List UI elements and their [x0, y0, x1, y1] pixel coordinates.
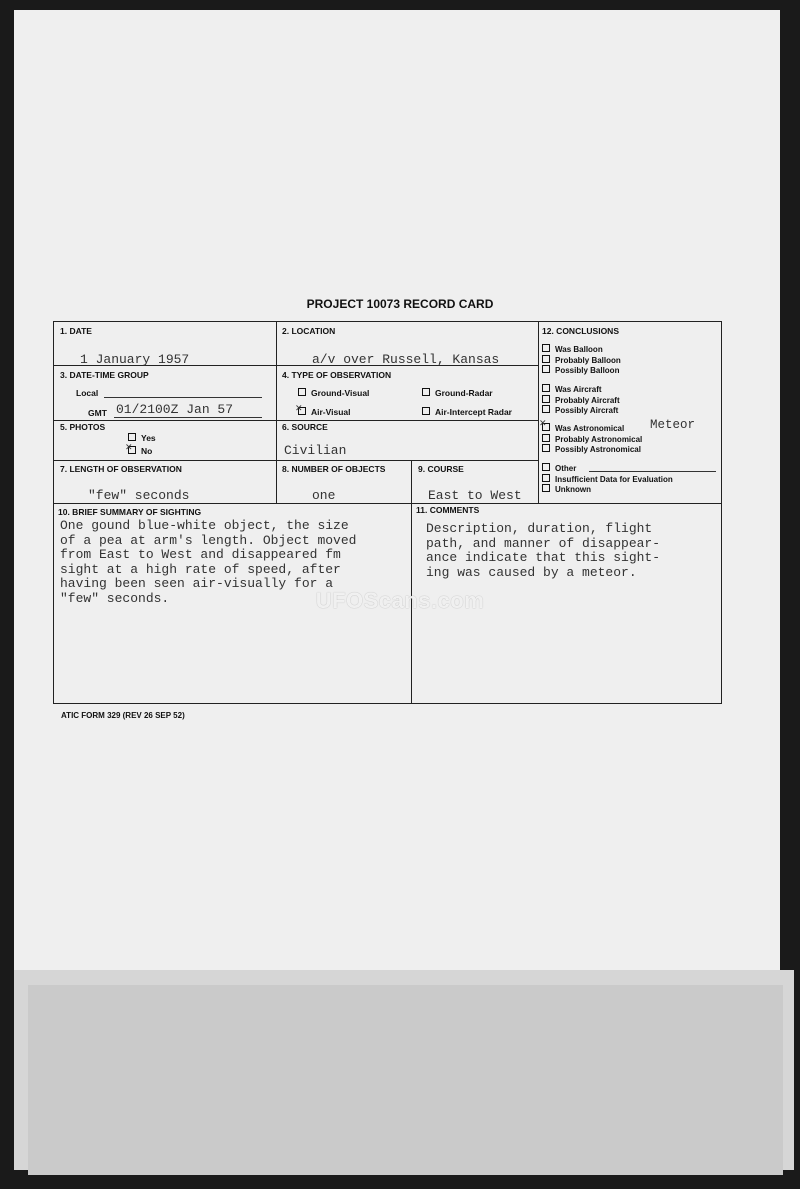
- option-label: Possibly Aircraft: [555, 406, 619, 415]
- option-label: Probably Balloon: [555, 355, 621, 365]
- conclusion-option: [542, 474, 673, 485]
- summary-line: having been seen air-visually for a: [60, 576, 334, 592]
- card-title: PROJECT 10073 RECORD CARD: [306, 297, 494, 311]
- divider: [54, 460, 538, 461]
- checked-box-icon: [298, 407, 306, 415]
- gmt-label: GMT: [88, 408, 107, 418]
- location-label: 2. LOCATION: [282, 326, 336, 336]
- astronomical-group: [542, 423, 642, 455]
- summary-line: of a pea at arm's length. Object moved: [60, 532, 357, 548]
- option-label: Possibly Astronomical: [555, 445, 641, 454]
- comment-line: path, and manner of disappear-: [426, 535, 661, 551]
- date-label: 1. DATE: [60, 326, 92, 336]
- option-label: Was Balloon: [555, 345, 603, 354]
- location-value: a/v over Russell, Kansas: [312, 352, 500, 367]
- record-card: [53, 321, 722, 704]
- conclusion-option: [542, 434, 642, 445]
- conclusion-option: [542, 484, 673, 495]
- option-label: Air-Intercept Radar: [435, 407, 512, 417]
- conclusion-annotation: Meteor: [650, 418, 696, 432]
- comment-line: ing was caused by a meteor.: [426, 564, 637, 580]
- form-id: ATIC FORM 329 (REV 26 SEP 52): [61, 711, 185, 720]
- checkbox-icon: [298, 388, 306, 396]
- option-label: Unknown: [555, 485, 591, 494]
- checkbox-icon: [542, 474, 550, 482]
- aircraft-group: [542, 384, 620, 416]
- local-underline: [104, 397, 262, 398]
- date-time-group-label: 3. DATE-TIME GROUP: [60, 370, 149, 380]
- divider: [538, 322, 539, 503]
- comment-line: ance indicate that this sight-: [426, 550, 661, 566]
- ground-radar-option: [422, 388, 493, 398]
- balloon-group: [542, 344, 621, 376]
- option-label: Air-Visual: [311, 407, 351, 417]
- number-of-objects-value: one: [312, 488, 336, 503]
- option-label: Ground-Radar: [435, 388, 493, 398]
- course-label: 9. COURSE: [418, 464, 464, 474]
- option-label: Ground-Visual: [311, 388, 370, 398]
- summary-line: sight at a high rate of speed, after: [60, 561, 341, 577]
- summary-line: One gound blue-white object, the size: [60, 518, 349, 533]
- divider: [276, 322, 277, 503]
- checkbox-icon: [542, 463, 550, 471]
- divider: [411, 460, 412, 703]
- option-label: No: [141, 446, 153, 456]
- number-of-objects-label: 8. NUMBER OF OBJECTS: [282, 464, 386, 474]
- checkbox-icon: [542, 434, 550, 442]
- other-underline: [589, 471, 716, 472]
- comment-line: Description, duration, flight: [426, 521, 653, 536]
- conclusion-option: [542, 344, 621, 355]
- conclusion-option: [542, 365, 621, 376]
- checkbox-icon: [542, 384, 550, 392]
- option-label: Possibly Balloon: [555, 366, 620, 375]
- conclusion-option: [542, 423, 642, 434]
- course-value: East to West: [428, 488, 522, 503]
- gmt-underline: [114, 417, 262, 418]
- divider: [54, 503, 721, 504]
- checkbox-icon: [542, 405, 550, 413]
- lower-sheet: [28, 985, 783, 1175]
- conclusions-label: 12. CONCLUSIONS: [542, 326, 619, 336]
- option-label: Yes: [141, 433, 156, 443]
- gmt-value: 01/2100Z Jan 57: [116, 402, 234, 417]
- option-label: Was Aircraft: [555, 385, 602, 394]
- air-visual-option: [298, 407, 351, 417]
- checked-box-icon: [542, 423, 550, 431]
- local-label: Local: [76, 388, 99, 398]
- conclusion-option: [542, 405, 620, 416]
- option-label: Other: [555, 464, 577, 473]
- date-value: 1 January 1957: [80, 352, 190, 367]
- photos-no-option: [128, 446, 152, 456]
- checkbox-icon: [128, 433, 136, 441]
- checkbox-icon: [542, 444, 550, 452]
- source-label: 6. SOURCE: [282, 422, 328, 432]
- brief-summary-label: 10. BRIEF SUMMARY OF SIGHTING: [58, 507, 202, 517]
- source-value: Civilian: [284, 443, 347, 458]
- conclusion-option: [542, 355, 621, 366]
- type-of-observation-label: 4. TYPE OF OBSERVATION: [282, 370, 392, 380]
- checkbox-icon: [542, 344, 550, 352]
- photos-label: 5. PHOTOS: [60, 422, 106, 432]
- option-label: Probably Aircraft: [555, 395, 620, 405]
- watermark: UFOScans.com: [315, 588, 485, 613]
- option-label: Probably Astronomical: [555, 434, 643, 444]
- checkbox-icon: [422, 407, 430, 415]
- checkbox-icon: [542, 395, 550, 403]
- air-intercept-radar-option: [422, 407, 512, 417]
- checkbox-icon: [542, 365, 550, 373]
- length-label: 7. LENGTH OF OBSERVATION: [60, 464, 182, 474]
- comments-text: [426, 522, 660, 580]
- comments-label: 11. COMMENTS: [416, 505, 480, 515]
- summary-line: "few" seconds.: [60, 590, 170, 606]
- option-label: Insufficient Data for Evaluation: [555, 474, 673, 484]
- length-value: "few" seconds: [88, 488, 190, 503]
- divider: [54, 420, 538, 421]
- conclusion-option: [542, 395, 620, 406]
- checked-box-icon: [128, 446, 136, 454]
- option-label: Was Astronomical: [555, 424, 625, 433]
- ground-visual-option: [298, 388, 369, 398]
- checkbox-icon: [542, 484, 550, 492]
- summary-line: from East to West and disappeared fm: [60, 547, 341, 563]
- conclusion-option: [542, 384, 620, 395]
- other-group: [542, 463, 673, 495]
- checkbox-icon: [542, 355, 550, 363]
- checkbox-icon: [422, 388, 430, 396]
- conclusion-option: [542, 444, 642, 455]
